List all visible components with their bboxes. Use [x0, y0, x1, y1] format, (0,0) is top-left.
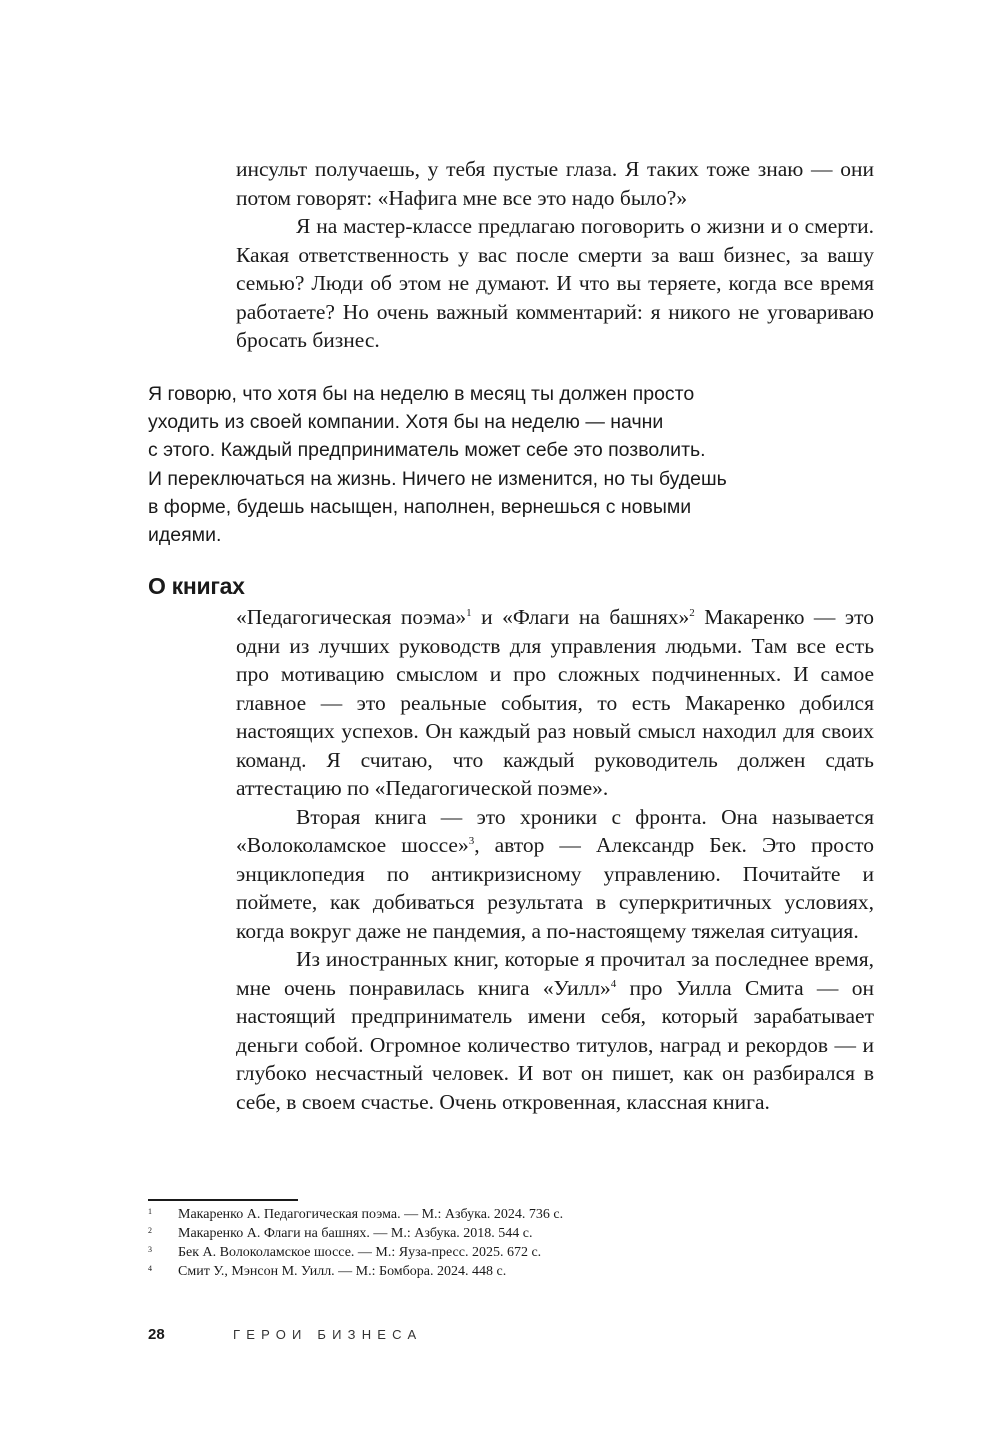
- page-number: 28: [148, 1326, 165, 1343]
- footnote: [148, 1243, 748, 1262]
- speaker-paragraph: [148, 380, 798, 549]
- footnote-number: 4: [148, 1264, 152, 1273]
- text: «Педагогическая поэма»: [236, 605, 467, 629]
- footnote-text: Макаренко А. Флаги на башнях. — М.: Азбука. 2018. 544 с.: [178, 1226, 533, 1241]
- text: , автор — Александр Бек. Это просто энциклопедия по антикризисному управлению. Почитайте и поймете, как добиваться результата в суперкритичных условиях, когда вокруг даже не пандемия, а по-настоящему тяжелая ситуация.: [236, 833, 874, 943]
- books-paragraph-3: [236, 945, 874, 1116]
- section-heading: О книгах: [148, 573, 245, 599]
- text: и «Флаги на башнях»: [471, 605, 690, 629]
- books-paragraph-1: [236, 603, 874, 803]
- speaker-line: уходить из своей компании. Хотя бы на неделю — начни: [148, 411, 664, 434]
- footnote-number: 2: [148, 1226, 152, 1235]
- quote-paragraph: Я на мастер-классе предлагаю поговорить о жизни и о смерти. Какая ответственность у вас после смерти за ваш бизнес, за вашу семью? Люди об этом не думают. И что вы теряете, когда все время работаете? Но очень важный комментарий: я никого не уговариваю бросать бизнес.: [236, 214, 874, 352]
- page-footer: [148, 1326, 422, 1343]
- quote-block-books: [236, 603, 874, 1116]
- text: про Уилла Смита — он настоящий предприниматель имени себя, который зарабатывает деньги собой. Огромное количество титулов, наград и рекордов — и глубоко несчастный человек. И вот он пишет, как он разбирался в себе, в своем счастье. Очень откровенная, классная книга.: [236, 975, 874, 1114]
- quote-block-top: [236, 155, 874, 355]
- books-paragraph-2: [236, 803, 874, 946]
- footnote-ref[interactable]: 4: [610, 977, 617, 990]
- footnote: [148, 1262, 748, 1281]
- footnote-text: Макаренко А. Педагогическая поэма. — М.: Азбука. 2024. 736 с.: [178, 1207, 564, 1222]
- running-title: ГЕРОИ БИЗНЕСА: [233, 1327, 423, 1342]
- footnote-ref[interactable]: 1: [466, 607, 472, 619]
- footnote-ref[interactable]: 2: [689, 607, 695, 619]
- quote-paragraph: инсульт получаешь, у тебя пустые глаза. Я таких тоже знаю — они потом говорят: «Нафига мне все это надо было?»: [236, 157, 874, 210]
- footnote-number: 3: [148, 1245, 152, 1254]
- footnote-text: Смит У., Мэнсон М. Уилл. — М.: Бомбора. 2024. 448 с.: [178, 1264, 507, 1279]
- footnotes: [148, 1205, 748, 1281]
- footnote-number: 1: [148, 1207, 152, 1216]
- speaker-line: Я говорю, что хотя бы на неделю в месяц ты должен просто: [148, 383, 695, 405]
- text: Вторая книга — это хроники с фронта. Она называется «Волоколамское шоссе»: [236, 804, 874, 857]
- speaker-line: с этого. Каждый предприниматель может себе это позволить.: [148, 439, 706, 462]
- speaker-line: И переключаться на жизнь. Ничего не изменится, но ты будешь: [148, 467, 727, 490]
- footnote-text: Бек А. Волоколамское шоссе. — М.: Яуза-пресс. 2025. 672 с.: [178, 1245, 542, 1260]
- text: Из иностранных книг, которые я прочитал за последнее время, мне очень понравилась книга «Уилл»: [236, 947, 874, 1000]
- footnote-divider: [148, 1199, 298, 1201]
- footnote-ref[interactable]: 3: [468, 835, 475, 847]
- footnote: [148, 1224, 748, 1243]
- footnote: [148, 1205, 748, 1224]
- speaker-line: в форме, будешь насыщен, наполнен, вернешься с новыми: [148, 495, 692, 518]
- speaker-line: идеями.: [148, 524, 222, 547]
- text: Макаренко — это одни из лучших руководств для управления людьми. Там все есть про мотивацию смыслом и про сложных подчиненных. И самое главное — это реальные события, то есть Макаренко добился настоящих успехов. Он каждый раз новый смысл находил для своих команд. Я считаю, что каждый руководитель должен сдать аттестацию по «Педагогической поэме».: [236, 605, 874, 800]
